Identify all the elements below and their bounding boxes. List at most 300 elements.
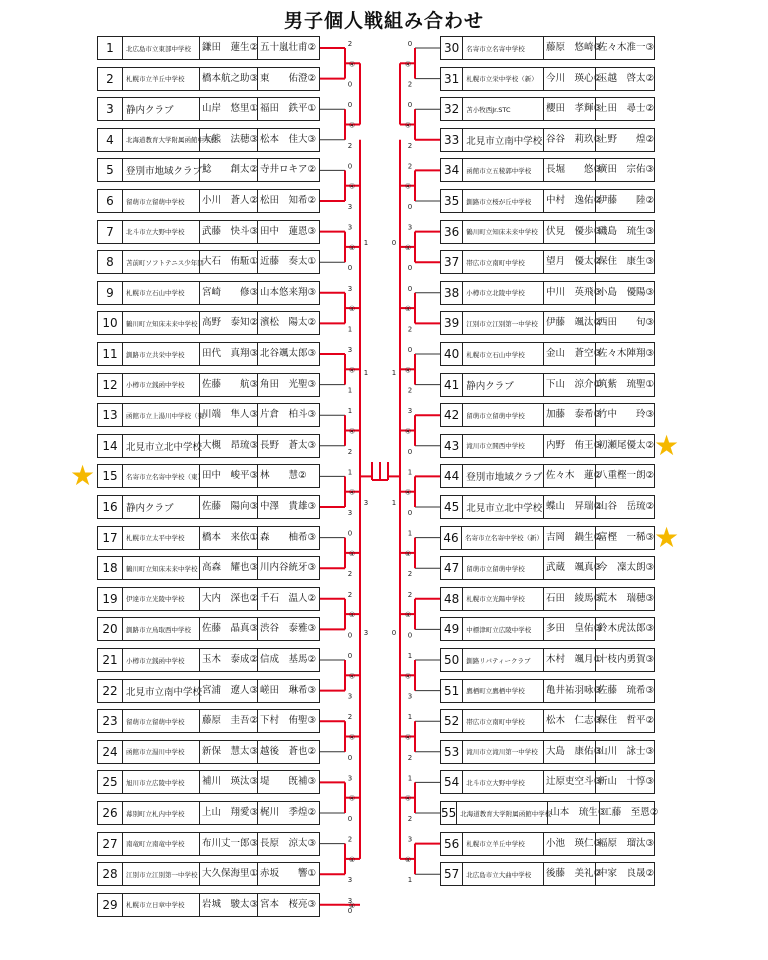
player-name: 保住 康生③ [595,251,654,273]
player-name: 木村 颯月① [543,649,595,671]
school-name: 江別市立江別第一中学校 [126,870,198,879]
score-label: 3 [347,774,353,783]
entry-number: 50 [441,649,463,671]
player-name: 伊藤 颯汰② [543,312,595,334]
school-name: 小樽市立銭函中学校 [126,381,185,390]
player-name: 赤坂 響① [257,863,319,885]
entry-row [97,526,320,550]
entry-number: 4 [98,129,123,151]
entry-row [97,709,320,733]
player-name: 中村 逸佑② [543,190,595,212]
player-name: 鈴木虎汰郎③ [595,618,654,640]
player-name: 十枝内勇賀③ [595,649,654,671]
score-label: 2 [407,753,413,762]
entry-number: 40 [441,343,463,365]
school-name: 鶴川町立知床未来中学校 [466,228,538,237]
score-label: 0 [347,162,353,171]
entry-row [97,740,320,764]
score-label: 0 [347,631,353,640]
player-name: 佐藤 晶真③ [199,618,257,640]
player-name: 近藤 奏太① [257,251,319,273]
player-name: 高野 泰知② [199,312,257,334]
score-label: 2 [407,162,413,171]
score-label: 3 [347,284,353,293]
score-label: 0 [347,753,353,762]
player-name: 下山 涼介① [543,374,595,396]
score-label: ④ [348,794,356,803]
score-label: 0 [407,346,413,354]
player-name: 磯島 琉生③ [595,221,654,243]
score-label: 0 [347,80,353,89]
score-label: 2 [347,713,353,722]
entry-number: 3 [98,98,123,120]
player-name: 梶川 季煌② [257,802,319,824]
player-name: 北谷颯太郎③ [257,343,319,365]
entry-number: 54 [441,771,463,793]
player-name: 布川丈一郎③ [199,833,257,855]
school-name: 北見市立北中学校 [126,441,203,453]
entry-number: 15 [98,465,123,487]
school-name: 小樽市立北陵中学校 [466,289,525,298]
player-name: 伏見 優歩③ [543,221,595,243]
entry-number: 29 [98,894,123,916]
player-name: 渋谷 泰雅③ [257,618,319,640]
score-label: 3 [347,896,353,905]
school-name: 北見市立南中学校 [466,135,543,147]
entry-row [97,648,320,672]
score-label: 0 [407,40,413,48]
entry-row [440,67,655,91]
player-name: 保住 哲平② [595,710,654,732]
score-label: ④ [404,611,412,620]
player-name: 新保 慧太③ [199,741,257,763]
player-name: 大石 侑駈① [199,251,257,273]
score-label: 1 [407,713,413,722]
entry-number: 38 [441,282,463,304]
entry-number: 45 [441,496,463,518]
player-name: 鯰 創太② [199,159,257,181]
player-name: 武藤 快斗③ [199,221,257,243]
player-name: 大内 深也② [199,588,257,610]
entry-row [440,679,655,703]
score-label: 3 [407,223,413,232]
star-icon: ★ [654,520,680,554]
entry-row [97,556,320,580]
school-name: 留萌市立留萌中学校 [466,564,525,573]
score-label: 1 [391,369,397,377]
score-label: ④ [404,366,412,375]
entry-row [440,770,655,794]
player-name: 川内谷統牙③ [257,557,319,579]
score-label: ④ [348,549,356,558]
score-label: ④ [348,243,356,252]
player-name: 宮浦 遼人③ [199,680,257,702]
entry-row [440,617,655,641]
score-label: 2 [347,447,353,456]
entry-row [440,801,659,825]
entry-row [440,97,655,121]
player-name: 工藤 至恩② [599,802,658,824]
entry-row [97,373,320,397]
score-label: 0 [407,101,413,110]
player-name: 櫻田 孝輝③ [543,98,595,120]
school-name: 留萌市立留萌中学校 [126,197,185,206]
player-name: 山本悠来翔③ [257,282,319,304]
entry-row [97,311,320,335]
entry-number: 42 [441,404,463,426]
school-name: 小樽市立銭函中学校 [126,656,185,665]
entry-number: 35 [441,190,463,212]
player-name: 田代 真翔③ [199,343,257,365]
entry-number: 46 [441,527,462,549]
score-label: 0 [347,652,353,660]
player-name: 山川 詠士③ [595,741,654,763]
score-label: 0 [391,629,397,637]
entry-row [440,189,655,213]
score-label: ④ [348,488,356,497]
player-name: 東 佑澄② [257,68,319,90]
score-label: ④ [348,60,356,69]
player-name: 松木 仁志③ [543,710,595,732]
entry-row [440,36,655,60]
player-name: 玉木 泰成② [199,649,257,671]
entry-row [97,97,320,121]
entry-row [440,434,655,458]
entry-number: 31 [441,68,463,90]
school-name: 釧路市立共栄中学校 [126,350,185,359]
player-name: 川端 隼人③ [199,404,257,426]
score-label: ④ [348,182,356,191]
player-name: 佐藤 航③ [199,374,257,396]
player-name: 長堀 悠③ [543,159,595,181]
score-label: ④ [404,427,412,436]
entry-row [97,189,320,213]
entry-number: 34 [441,159,463,181]
player-name: 片倉 柏斗③ [257,404,319,426]
score-label: 3 [347,223,353,232]
player-name: 西田 旬③ [595,312,654,334]
player-name: 信成 基馬② [257,649,319,671]
entry-number: 6 [98,190,123,212]
score-label: ④ [348,121,356,130]
score-label: 2 [407,80,413,89]
score-label: 1 [407,876,413,885]
score-label: 0 [407,509,413,517]
entry-row [440,648,655,672]
player-name: 内野 侑王③ [543,435,595,457]
school-name: 札幌市立太平中学校 [126,534,185,543]
school-name: 苫小牧西Jr.STC [466,105,511,114]
entry-number: 11 [98,343,123,365]
entry-number: 39 [441,312,463,334]
star-icon: ★ [70,459,96,493]
score-label: ④ [404,855,412,864]
score-label: 3 [347,876,353,885]
score-label: ④ [348,366,356,375]
score-label: 0 [347,264,353,273]
entry-row [440,832,655,856]
score-label: ④ [348,672,356,681]
entry-number: 5 [98,159,123,181]
player-name: 山谷 岳琉② [595,496,654,518]
player-name: 加藤 泰希③ [543,404,595,426]
score-label: 0 [407,284,413,293]
player-name: 玉越 啓太② [595,68,654,90]
player-name: 小川 蒼人② [199,190,257,212]
school-name: 静内クラブ [126,503,174,514]
entry-number: 7 [98,221,123,243]
entry-row [440,373,655,397]
entry-row [97,128,320,152]
entry-row [440,128,655,152]
school-name: 名寄市立名寄中学校（東） [126,472,204,481]
entry-row [97,862,320,886]
entry-number: 52 [441,710,463,732]
player-name: 後藤 美礼② [543,863,595,885]
entry-row [97,495,320,519]
player-name: 橋本航之助③ [199,68,257,90]
school-name: 鶴川町立知床未来中学校 [126,319,198,328]
entry-row [97,617,320,641]
player-name: 上山 翔愛③ [199,802,257,824]
score-label: 2 [407,386,413,395]
score-label: ④ [404,794,412,803]
school-name: 江別市立江別第一中学校 [466,319,538,328]
school-name: 札幌市立羊丘中学校 [126,75,185,84]
player-name: 石田 綾馬③ [543,588,595,610]
player-name: 藤原 圭吾② [199,710,257,732]
entry-row [97,832,320,856]
entry-row [97,67,320,91]
entry-row [440,556,655,580]
entry-row [440,526,655,550]
school-name: 登別市地域クラブ [126,166,203,178]
school-name: 名寄市立名寄中学校 [466,44,525,53]
player-name: 大久保海里① [199,863,257,885]
player-name: 角田 光聖③ [257,374,319,396]
school-name: 登別市地域クラブ [466,472,543,484]
school-name: 北海道教育大学附属函館中学校 [460,809,552,818]
player-name: 五十嵐壮甫② [257,37,319,59]
school-name: 旭川市立広陵中学校 [126,778,185,787]
player-name: 林 慧② [257,465,319,487]
score-label: 1 [347,468,353,477]
score-label: 1 [347,386,353,395]
school-name: 留萌市立留萌中学校 [466,411,525,420]
player-name: 望月 優太② [543,251,595,273]
score-label: 1 [347,407,353,416]
score-label: ④ [404,733,412,742]
player-name: 上野 煌② [595,129,654,151]
entry-row [440,250,655,274]
school-name: 滝川市立滝川第一中学校 [466,748,538,757]
score-label: ④ [348,611,356,620]
school-name: 函館市立湯川中学校 [126,748,185,757]
player-name: 松田 知希② [257,190,319,212]
player-name: 藤原 悠崎③ [543,37,595,59]
player-name: 辻原吏空斗③ [543,771,595,793]
score-label: ④ [404,672,412,681]
entry-row [97,158,320,182]
school-name: 釧路市立鳥取西中学校 [126,625,191,634]
entry-number: 24 [98,741,123,763]
school-name: 札幌市立石山中学校 [126,289,185,298]
entry-number: 33 [441,129,463,151]
score-label: 0 [347,906,353,915]
entry-number: 49 [441,618,463,640]
entry-number: 1 [98,37,123,59]
score-label: 0 [407,631,413,640]
player-name: 堤 旣補③ [257,771,319,793]
school-name: 札幌市立石山中学校 [466,350,525,359]
entry-number: 43 [441,435,463,457]
school-name: 北広島市立東部中学校 [126,44,191,53]
entry-number: 26 [98,802,123,824]
entry-number: 19 [98,588,123,610]
player-name: 宮本 桜亮③ [257,894,319,916]
player-name: 多田 皇佑③ [543,618,595,640]
score-label: 2 [347,570,353,579]
school-name: 苫前町ソフトテニス少年団 [126,258,204,267]
entry-number: 55 [441,802,457,824]
school-name: 札幌市立羊丘中学校 [466,840,525,849]
score-label: ④ [404,182,412,191]
score-label: ④ [404,243,412,252]
player-name: 田中 蓮恩③ [257,221,319,243]
player-name: 竹中 玲③ [595,404,654,426]
entry-row [440,464,655,488]
score-label: 0 [347,101,353,110]
page-title: 男子個人戦組み合わせ [283,10,484,32]
entry-number: 41 [441,374,463,396]
score-label: ④ [348,901,356,910]
entry-row [440,220,655,244]
score-label: ④ [348,855,356,864]
player-name: 新山 十惇③ [595,771,654,793]
player-name: 谷谷 莉玖③ [543,129,595,151]
school-name: 北海道教育大学附属函館中学校 [126,136,217,145]
entry-number: 51 [441,680,463,702]
player-name: 橋本 来依① [199,527,257,549]
score-label: 2 [347,40,353,48]
player-name: 蝶山 昇瑞② [543,496,595,518]
school-name: 鶴川町立知床未来中学校 [126,564,198,573]
school-name: 釧路リバティークラブ [466,656,531,665]
player-name: 富樫 一稀③ [595,527,654,549]
score-label: 1 [347,325,353,334]
school-name: 鷹栖町立鷹栖中学校 [466,687,525,696]
entry-row [97,587,320,611]
player-name: 小島 優陽③ [595,282,654,304]
player-name: 中家 良晟② [595,863,654,885]
school-name: 留萌市立留萌中学校 [126,717,185,726]
player-name: 福原 瑠汰③ [595,833,654,855]
player-name: 伊藤 陸② [595,190,654,212]
player-name: 佐々木准一③ [595,37,654,59]
score-label: 0 [391,239,397,247]
school-name: 函館市立五稜郭中学校 [466,166,532,175]
player-name: 八重樫一朗② [595,465,654,487]
player-name: 宮崎 修③ [199,282,257,304]
player-name: 福田 鉄平① [257,98,319,120]
entry-number: 25 [98,771,123,793]
school-name: 静内クラブ [466,380,514,392]
school-name: 北広島市立大曲中学校 [466,870,532,879]
entry-number: 30 [441,37,463,59]
player-name: 越後 蒼也② [257,741,319,763]
school-name: 滝川市立開西中学校 [466,442,525,451]
entry-number: 27 [98,833,123,855]
player-name: 大島 康佑③ [543,741,595,763]
school-name: 帯広市立南町中学校 [466,717,525,726]
entry-row [97,464,320,488]
entry-row [440,740,655,764]
player-name: 千石 温人② [257,588,319,610]
entry-row [97,342,320,366]
entry-row [440,403,655,427]
entry-row [97,801,320,825]
entry-number: 8 [98,251,123,273]
player-name: 廣田 宗佑③ [595,159,654,181]
entry-row [97,893,320,917]
player-name: 松本 佳大③ [257,129,319,151]
entry-number: 36 [441,221,463,243]
star-icon: ★ [654,428,680,462]
player-name: 山本 琉生③ [547,802,599,824]
entry-number: 48 [441,588,463,610]
entry-number: 32 [441,98,463,120]
entry-number: 17 [98,527,123,549]
school-name: 函館市立上湯川中学校（東） [126,411,211,420]
score-label: 1 [407,529,413,538]
player-name: 森 柚希③ [257,527,319,549]
entry-row [440,311,655,335]
score-label: 2 [407,570,413,579]
score-label: 2 [347,590,353,599]
entry-row [440,281,655,305]
player-name: 岩城 駿太③ [199,894,257,916]
entry-number: 56 [441,833,463,855]
school-name: 北見市立北中学校 [466,503,543,514]
player-name: 大槻 昂琉③ [199,435,257,457]
entry-number: 57 [441,863,463,885]
school-name: 伊達市立光陵中学校 [126,595,185,604]
player-name: 亀井祐羽咏③ [543,680,595,702]
player-name: 高森 耀也③ [199,557,257,579]
entry-row [440,862,655,886]
player-name: 筑紫 琉聖① [595,374,654,396]
player-name: 佐々木陣翔③ [595,343,654,365]
entry-row [440,158,655,182]
school-name: 札幌市立栄中学校（新） [466,75,538,84]
score-label: 1 [363,239,369,247]
score-label: 2 [407,325,413,334]
score-label: 0 [347,815,353,823]
score-label: 3 [407,407,413,416]
score-label: 3 [347,346,353,354]
school-name: 静内クラブ [126,105,174,117]
entry-number: 9 [98,282,123,304]
entry-row [97,250,320,274]
school-name: 名寄市立名寄中学校（新） [464,534,543,543]
player-name: 補川 瑛汰③ [199,771,257,793]
player-name: 長原 涼太③ [257,833,319,855]
player-name: 大熊 法穂③ [199,129,257,151]
school-name: 北斗市立大野中学校 [126,228,185,237]
score-label: 0 [347,529,353,538]
score-label: ④ [404,549,412,558]
score-label: 0 [407,203,413,211]
